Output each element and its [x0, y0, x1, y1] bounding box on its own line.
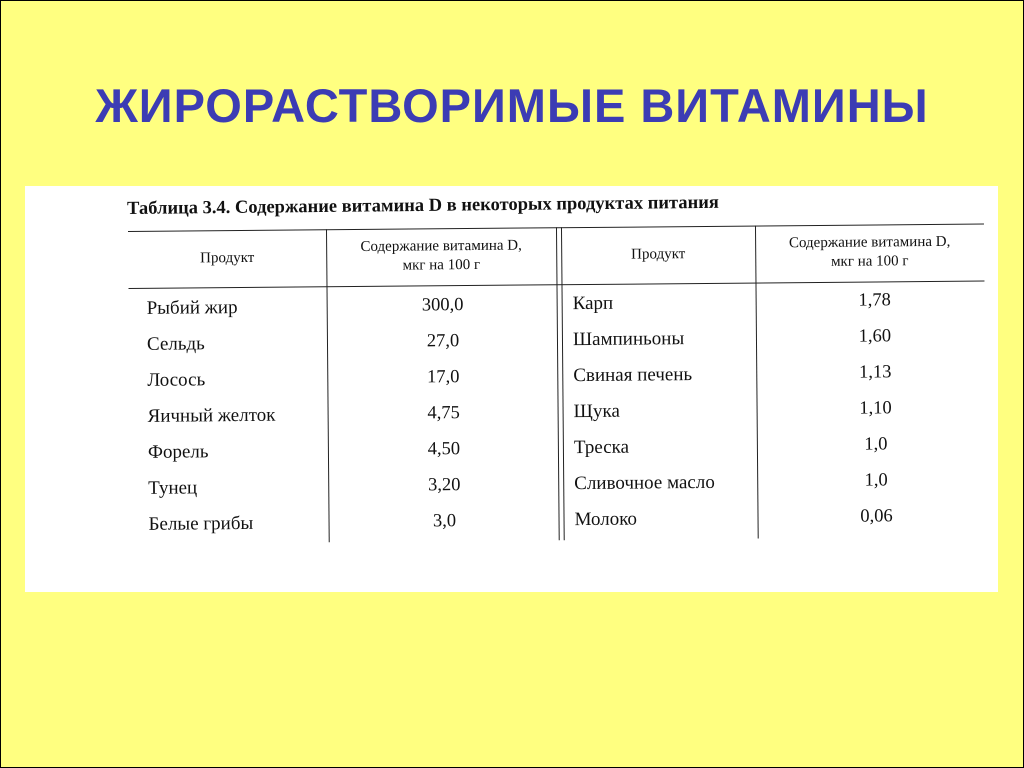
table-row-value: 1,0 — [864, 434, 888, 455]
table-row-value: 3,20 — [427, 475, 461, 496]
table-row-product: Свиная печень — [573, 364, 693, 387]
table-row-product: Карп — [572, 292, 614, 315]
center-divider-a — [556, 227, 560, 540]
table-caption: Таблица 3.4. Содержание витамина D в некоторых продуктах питания — [127, 192, 719, 219]
table-row-value: 1,60 — [858, 326, 892, 347]
table-row-product: Белые грибы — [148, 512, 254, 535]
table-row-value: 1,13 — [858, 362, 892, 383]
table-row-value: 4,75 — [427, 403, 460, 424]
table-row-product: Форель — [147, 441, 209, 463]
table-row-value: 1,10 — [859, 398, 892, 419]
table-panel — [25, 186, 998, 592]
center-divider-b — [561, 227, 565, 540]
table-row-value: 27,0 — [426, 331, 460, 352]
slide-title: ЖИРОРАСТВОРИМЫЕ ВИТАМИНЫ — [95, 79, 929, 132]
table-row-value: 1,0 — [864, 470, 888, 491]
header-content-right: Содержание витамина D, мкг на 100 г — [788, 233, 951, 270]
table-row-product: Сливочное масло — [574, 471, 715, 495]
table-row-value: 4,50 — [427, 439, 461, 460]
table-row-product: Щука — [573, 400, 620, 423]
table-row-product: Рыбий жир — [146, 297, 238, 319]
table-row-value: 3,0 — [432, 511, 457, 532]
table-row-value: 300,0 — [421, 295, 464, 316]
header-content-left: Содержание витамина D, мкг на 100 г — [360, 237, 522, 274]
table-row-product: Молоко — [574, 508, 638, 531]
table-row-value: 1,78 — [858, 290, 891, 311]
table-row-product: Шампиньоны — [572, 328, 685, 351]
table-row-value: 17,0 — [427, 367, 460, 388]
table-row-product: Треска — [573, 436, 630, 459]
table-row-product: Тунец — [148, 477, 198, 499]
table-row-value: 0,06 — [860, 506, 893, 527]
table-row-product: Сельдь — [146, 333, 205, 355]
header-product-left: Продукт — [200, 249, 255, 267]
table-row-product: Яичный желток — [147, 404, 276, 427]
header-product-right: Продукт — [631, 246, 686, 263]
table-row-product: Лосось — [147, 369, 206, 391]
vitamin-d-table — [128, 224, 987, 546]
